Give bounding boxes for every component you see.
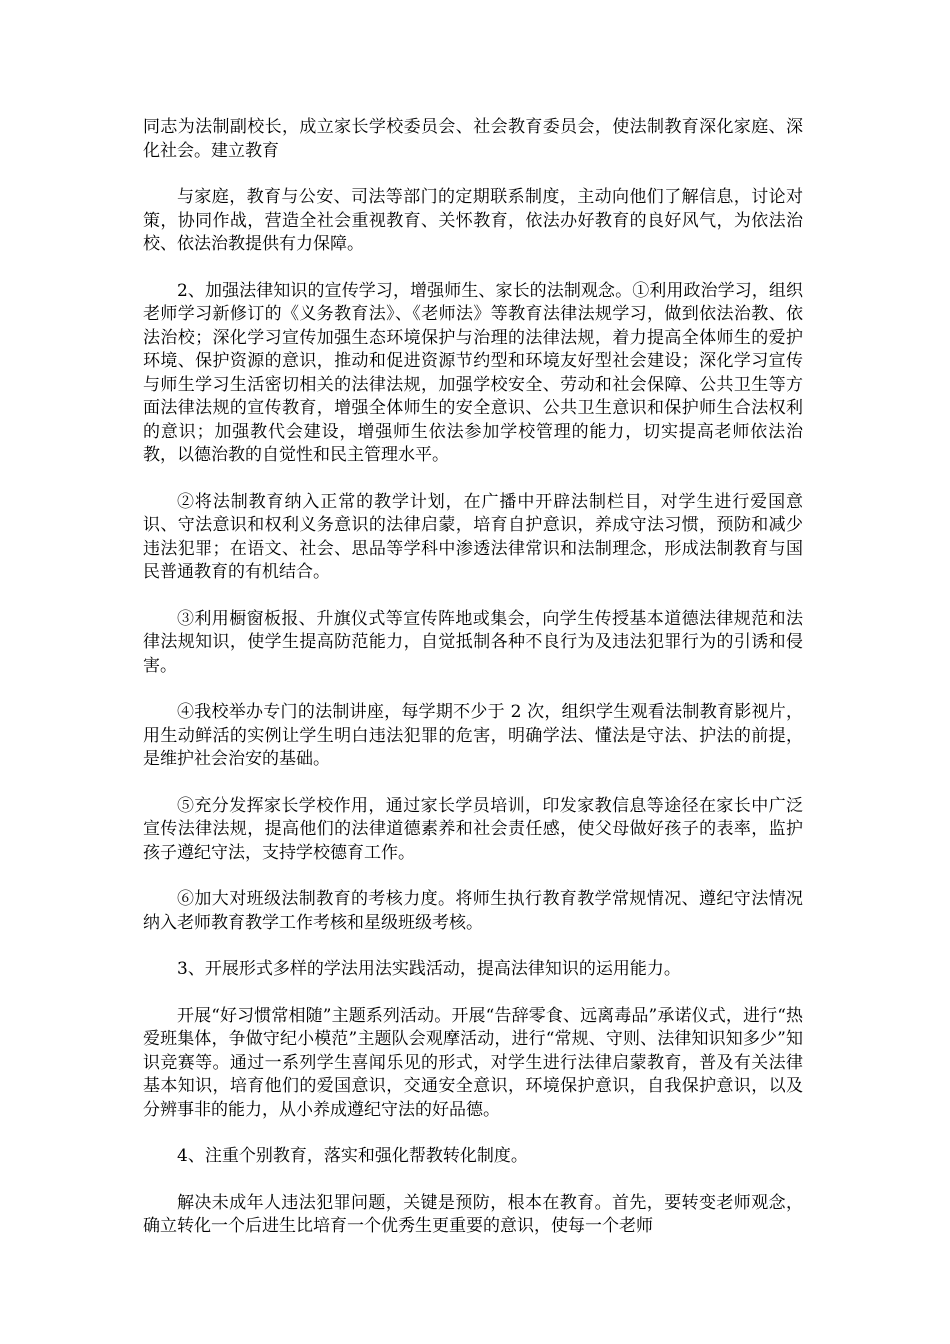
paragraph-9: 3、开展形式多样的学法用法实践活动，提高法律知识的运用能力。: [177, 959, 681, 979]
paragraph-4: ②将法制教育纳入正常的教学计划，在广播中开辟法制栏目，对学生进行爱国意识、守法意识和权利义务意识的法律启蒙，培育自护意识，养成守法习惯，预防和减少违法犯罪；在语文、社会、思品等学科中渗透法律常识和法制理念，形成法制教育与国民普通教育的有机结合。: [143, 491, 803, 582]
paragraph-12: 解决未成年人违法犯罪问题，关键是预防，根本在教育。首先，要转变老师观念，确立转化一个后进生比培育一个优秀生更重要的意识，使每一个老师: [143, 1192, 803, 1236]
paragraph-3: 2、加强法律知识的宣传学习，增强师生、家长的法制观念。①利用政治学习，组织老师学习新修订的《义务教育法》、《老师法》等教育法律法规学习，做到依法治教、依法治校；深化学习宣传加强生态环境保护与治理的法律法规，着力提高全体师生的爱护环境、保护资源的意识，推动和促进资源节约型和环境友好型社会建设；深化学习宣传与师生学习生活密切相关的法律法规，加强学校安全、劳动和社会保障、公共卫生等方面法律法规的宣传教育，增强全体师生的安全意识、公共卫生意识和保护师生合法权利的意识；加强教代会建设，增强师生依法参加学校管理的能力，切实提高老师依法治教，以德治教的自觉性和民主管理水平。: [143, 280, 803, 465]
document-body: [143, 116, 803, 1262]
paragraph-11: 4、注重个别教育，落实和强化帮教转化制度。: [177, 1146, 528, 1166]
paragraph-10: 开展“好习惯常相随”主题系列活动。开展“告辞零食、远离毒品”承诺仪式，进行“热爱班集体，争做守纪小模范”主题队会观摩活动，进行“常规、守则、法律知识知多少”知识竞赛等。通过一系列学生喜闻乐见的形式，对学生进行法律启蒙教育，普及有关法律基本知识，培育他们的爱国意识，交通安全意识，环境保护意识，自我保护意识，以及分辨事非的能力，从小养成遵纪守法的好品德。: [143, 1005, 803, 1120]
paragraph-8: ⑥加大对班级法制教育的考核力度。将师生执行教育教学常规情况、遵纪守法情况纳入老师教育教学工作考核和星级班级考核。: [143, 889, 803, 933]
paragraph-5: ③利用橱窗板报、升旗仪式等宣传阵地或集会，向学生传授基本道德法律规范和法律法规知识，使学生提高防范能力，自觉抵制各种不良行为及违法犯罪行为的引诱和侵害。: [143, 608, 803, 676]
paragraph-2: 与家庭，教育与公安、司法等部门的定期联系制度，主动向他们了解信息，讨论对策，协同作战，营造全社会重视教育、关怀教育，依法办好教育的良好风气，为依法治校、依法治教提供有力保障。: [143, 187, 803, 254]
paragraph-7: ⑤充分发挥家长学校作用，通过家长学员培训，印发家教信息等途径在家长中广泛宣传法律法规，提高他们的法律道德素养和社会责任感，使父母做好孩子的表率，监护孩子遵纪守法，支持学校德育工作。: [143, 795, 803, 863]
paragraph-1: 同志为法制副校长，成立家长学校委员会、社会教育委员会，使法制教育深化家庭、深化社会。建立教育: [143, 117, 803, 161]
paragraph-6: ④我校举办专门的法制讲座，每学期不少于 2 次，组织学生观看法制教育影视片，用生动鲜活的实例让学生明白违法犯罪的危害，明确学法、懂法是守法、护法的前提，是维护社会治安的基础。: [143, 702, 803, 769]
